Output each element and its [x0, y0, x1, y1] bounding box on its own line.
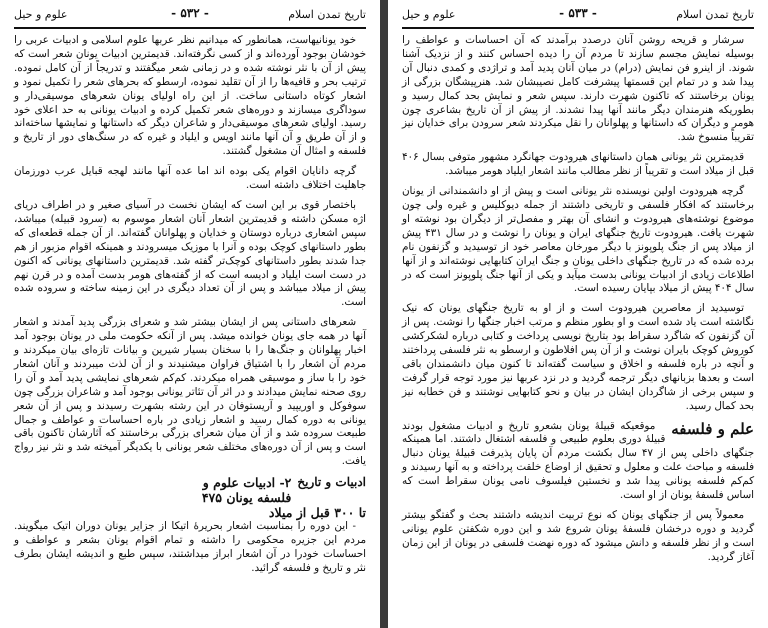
- section-heading: [297, 475, 366, 489]
- right-page-header: [402, 6, 754, 24]
- section-heading-line: فلسفه یونان ۴۷۵: [201, 490, 292, 506]
- paragraph: - این دوره را بمناسبت اشعار بحریرهٔ اتیکا از جزایر یونان دوران اتیک میگویند. مردم این جزیره محکومی را داشته و تمام اقوام یونان بشعر و عواطف و احساسات خودرا در آن اشعار ابراز میداشتند، سپس طبع و اندیشه ایشان بطرف نثر و تاریخ و فلسفه گرائید.: [14, 520, 366, 574]
- right-page: [388, 0, 768, 628]
- running-subtitle: علوم و حیل: [402, 8, 456, 21]
- paragraph: معمولاً پس از جنگهای یونان که نوع تربیت اندیشه داشتند بحث و گفتگو بیشتر گردید و دوره درخشان فلسفهٔ یونان شروع شد و این دوره شکفتن علوم یونانی است و از نظر فلسفه و دانش میشود که دوره نهضت فلسفی در یونان از این زمان آغاز گردید.: [402, 509, 754, 563]
- section-heading-line: ۲- ادبیات علوم و: [202, 475, 292, 491]
- paragraph: گرچه هیرودوت اولین نویسنده نثر یونانی است و پیش از او دانشمندانی از یونان برخاستند که افکار فلسفی و تاریخی داشتند از جمله دیوکلیس و غیره ولی چون موضوع نوشته‌های هیرودوت و انشای آن بهتر و مفصل‌تر از دیگران بود نوشته او شهرت یافت. هیرودوت تاریخ جنگهای ایران و یونان را نوشت و در سال ۴۳۱ پیش از میلاد پس از جنگ پلوپونز با دیگر مورخان معاصر خود از توسیدید و گزنفون نام برده شده که در تاریخ جنگهای داخلی یونان و جنگ ایران کتابهایی نوشته‌اند و از آنها اطلاعات زیادی از ادبیات یونانی بدست میآید و یکی از آنها جنگ پلوپونز است که در سال ۴۰۴ پیش از میلاد بپایان رسیده است.: [402, 185, 754, 295]
- paragraph: قدیمترین نثر یونانی همان داستانهای هیرودوت جهانگرد مشهور متوفی بسال ۴۰۶ قبل از میلاد است و تقریباً از نظر مطالب مانند اشعار ایلیاد هومر میباشد.: [402, 151, 754, 178]
- left-page: [0, 0, 380, 628]
- section-heading: علم و فلسفه: [671, 419, 754, 438]
- left-page-header: [14, 6, 366, 24]
- right-page-body: [402, 34, 754, 620]
- paragraph: گرچه دانایان اقوام یکی بوده اند اما عده آنها مانند لهجه قبایل عرب دورزمان جاهلیت اختلاف داشته است.: [14, 165, 366, 192]
- paragraph: خود یونانیهاست، همانطور که میدانیم نظر عربها علوم اسلامی و ادبیات عربی را خودشان بوجود آورده‌اند و از کسی نگرفته‌اند. قدیمترین ادبیات یونان شعر است که پیش از آن با نثر نوشته شده و در زمانی شعر میگفتند و تدریجاً از آن کامل نموده. ترتیب بحر و قافیه‌ها را از آن تقلید نموده، ارسطو که بحرهای شعر را تکمیل نمود و اشعار کوتاه داستانی ساخت. از این راه اولیای یونان شعرهای موسیقی‌دار و سوداگری میسازند و دوره‌های شعر تکمیل کرده و ادبیات یونانی به حد اعلای خود رسید. اولیای شعرهای موسیقی‌دار و شاعران دیگر که داستانها و نمایشها ساخته‌اند و از آن طریق و آن آنها مانند اویس و ایلیاد و غیره که در سنگ‌های دور از تاریخ و فلسفه و امثال آن مشغول گشتند.: [14, 34, 366, 158]
- running-subtitle: علوم و حیل: [14, 8, 68, 21]
- left-page-body: [14, 34, 366, 620]
- paragraph: موقعیکه قبیلهٔ یونان بشعرو تاریخ و ادبیات مشغول بودند قبیلهٔ دوری بعلوم طبیعی و فلسفه اشتغال داشتند. اما همینکه جنگهای داخلی پس از ۴۷ سال بکشت مردم آن پایان پذیرفت قبیلهٔ یونان دنبال فلسفه و مباحث علت و معلول و تحقیق از اوضاع خلقت پرداخته و به آنها رسیدند و کم‌کم فلسفه یونانی پیدا شد و نخستین فیلسوف نامی یونان سقراط است که اساس فلسفهٔ یونان از او است.: [402, 419, 754, 502]
- header-rule: [14, 27, 366, 29]
- page-number: - ۵۳۲ -: [171, 6, 209, 20]
- paragraph: سرشار و قریحه روشن آنان درصدد برآمدند که آن احساسات و عواطف را بوسیله نمایش مجسم سازند تا مردم آن را دیده احساس کنند و از نزدیک آشنا شوند. از اینرو فن نمایش (درام) در میان آنان پدید آمد و تراژدی و کمدی دنبال آن پیدا شد و در تمام این قسمتها پیشرفت کامل نصیبشان شد. هنرپیشگان بزرگی از یونان برخاستند که تاکنون شهرت دارند. سپس شعر و نمایش بحد کمال رسید و بطوریکه هنرمندان دیگر مانند آنها پیدا نشدند. از پیش از آن تاریخ بشاعری چون هومر و دیگران که داستانها و پهلوانان را نقل میکردند شعر سرودن برای خدایان نیز تقریباً منسوخ شد.: [402, 34, 754, 144]
- header-rule: [402, 27, 754, 29]
- paragraph: توسیدید از معاصرین هیرودوت است و از او به تاریخ جنگهای یونان که نیک نگاشته است یاد شده است و او بطور منظم و مرتب اخبار جنگها را نوشت. پس از آن گزنفون که شاگرد سقراط بود بتاریخ نویسی پرداخت و کتابی درباره لشکرکشی کوروش کوچک بایران نوشت و از آن پس افلاطون و ارسطو به نثر فلسفی پرداختند و آنچه در باره فلسفه و اخلاق و سیاست گفته‌اند تا کنون میان دانشمندان باقی است و بعدها بزبانهای دیگر ترجمه گردید و در نزد عربها نیز مورد توجه قرار گرفت و سپس برخی از شاگردان ایشان در بیان و نحو کتابهایی نوشتند و فن خطابه نیز بحد کمال رسید.: [402, 302, 754, 412]
- page-number: - ۵۳۳ -: [559, 6, 597, 20]
- running-title: تاریخ تمدن اسلام: [676, 8, 754, 21]
- paragraph: باختصار قوی بر این است که ایشان نخست در آسیای صغیر و در اطراف دریای اژه مسکن داشته و قدیمترین اشعار آنان اشعار موسوم به (سرود قبیله) میباشد، سپس اشعاری درباره دوستان و خدایان و پهلوانان گفته‌اند. از آن جمله قطعه‌ای که بطور داستانهای کوچک بوده و آنرا با موزیک میسرودند و همینکه اقوام مزبور از هم جدا شدند بطور داستانهای کوچک‌تر گفته شد. قدیمترین داستانهای یونانی که اکنون در دست است ایلیاد و ادیسه است که از گفته‌های هومر بدست آمده و در قرن نهم پیش از میلاد میباشد و پس از آن تعداد دیگری در این زمینه ساخته و سروده شده است.: [14, 198, 366, 309]
- book-gutter: [380, 0, 388, 628]
- running-title: تاریخ تمدن اسلام: [288, 8, 366, 21]
- paragraph: شعرهای داستانی پس از ایشان بیشتر شد و شعرای بزرگی پدید آمدند و اشعار آنها در همه جای یونان خوانده میشد. پس از آنکه حکومت ملی در یونان بوجود آمد اخبار پهلوانان و جنگ‌ها را با سخنان بسیار شیرین و بیانات تازه‌ای بیان میکردند و مردم آن اشعار را با اشتیاق فراوان میشنیدند و از آن لذت میبردند و آنان اشعار خود را با ساز و موسیقی همراه میکردند. کم‌کم شعرهای نمایشی پدید آمد و آن را روی صحنه نمایش میدادند و در اثر آن تئاتر یونانی بوجود آمد و شاعران بزرگی چون سوفوکل و اوریپید و آریستوفان در این رشته بشهرت رسیدند و پس از آن شعر یونانی به دوره کمال رسید و اشعار زیادی در باره احساسات و عواطف و جمال طبیعت سروده شد و از آن میان شعرای بزرگی برخاستند که آثارشان تاکنون باقی است و پس از آن دوره‌های مختلف شعر یونانی با یکدیگر آمیخته شد و نثر نیز رواج یافت.: [14, 316, 366, 468]
- section-heading-line: تا ۳۰۰ قبل از میلاد: [268, 505, 366, 521]
- section-heading-line: ادبیات و تاریخ: [297, 475, 366, 490]
